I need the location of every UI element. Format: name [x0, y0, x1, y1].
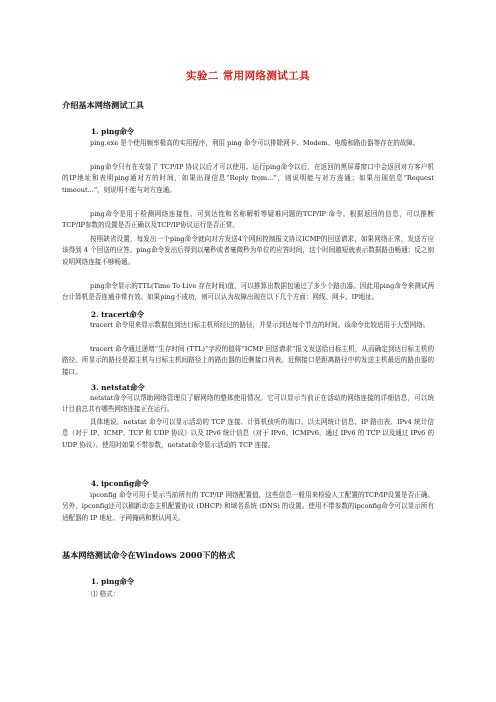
- netstat-heading: 3. netstat命令: [91, 383, 145, 392]
- format-list-item: ⑴ 格式：: [91, 590, 120, 598]
- ping-format-heading: 1. ping命令: [91, 577, 135, 586]
- ping-paragraph-1: ping.exe 是个使用频率极高的实用程序，利用 ping 命令可以排除网卡、Modem、电缆和路由器等存在的故障。: [90, 139, 420, 147]
- netstat-paragraph-1: netstat命令可以帮助网络管理员了解网络的整体使用情况。它可以显示当前正在活动的网络连接的详细信息，可以统计目前总共有哪些网络连接正在运行。: [62, 394, 434, 414]
- tracert-paragraph-2: tracert 命令通过递增“生存时间 (TTL)”字段的值将“ICMP 回送请求”报文发送给目标主机，从而确定到达目标主机的路径。所显示的路径是源主机与目标主机间路径上的路由器的近侧接口列表。近侧接口是距离路径中的发送主机最近的路由器的接口。: [62, 345, 434, 376]
- ping-paragraph-3: ping命令是用于检测网络连接性、可到达性和名称解析等疑难问题的TCP/IP 命令。根据返回的信息，可以推断TCP/IP参数的设置是否正确以及TCP/IP协议运行是否正常。: [62, 210, 434, 230]
- netstat-paragraph-2: 具体地说，netstat 命令可以显示活动的 TCP 连接、计算机侦听的端口、以太网统计信息、IP 路由表、IPv4 统计信息（对于 IP、ICMP、TCP 和 UDP 协议）以及 IPv6 统计信息（对于 IPv6、ICMPv6、通过 IPv6 的 TCP 以及通过 IPv6 的 UDP 协议）。使用时如果不带参数，netstat命令显示活动的 TCP 连接。: [62, 418, 434, 449]
- section-heading-formats: 基本网络测试命令在Windows 2000下的格式: [62, 550, 236, 560]
- document-title: 实验二 常用网络测试工具: [186, 70, 310, 82]
- ping-paragraph-2: ping命令只有在安装了 TCP/IP 协议以后才可以使用。运行ping命令以后，在返回的黑屏幕窗口中会返回对方客户机的IP地址和表明ping通对方的时间，如果出现信息“Reply from...”，则说明能与对方连通；如果出现信息“Request timeout...”，则说明不能与对方连通。: [62, 163, 434, 194]
- section-heading-tools: 介绍基本网络测试工具: [62, 100, 144, 110]
- ping-paragraph-5: ping命令显示的TTL(Time To Live 存在时间)值，可以推算出数据包通过了多少个路由器。因此用ping命令来测试两台计算机是否连通非常有效。如果ping不成功，则可以认为故障出现在以下几个方面：网线、网卡、IP地址。: [62, 282, 434, 302]
- ping-heading: 1. ping命令: [91, 127, 135, 136]
- ipconfig-paragraph-1: ipconfig 命令可用于显示当前所有的 TCP/IP 网络配置值，这些信息一般用来检验人工配置的TCP/IP设置是否正确。另外，ipconfig还可以刷新动态主机配置协议 (DHCP) 和域名系统 (DNS) 的设置。使用不带参数的ipconfig命令可以显示所有适配器的 IP 地址、子网掩码和默认网关。: [62, 491, 434, 522]
- tracert-paragraph-1: tracert 命令用来显示数据包到达目标主机所经过的路径，并显示到达每个节点的时间。该命令比较适用于大型网络。: [90, 321, 430, 329]
- ping-paragraph-4: 按照缺省设置，每发出一个ping命令就向对方发送4个网间控制报文协议ICMP的回送请求，如果网络正常，发送方应该得到 4 个回送的应答。ping命令发出后得到以毫秒或者毫微秒为单位的应答时间，这个时间越短就表示数据路由畅通；反之则说明网络连接不够畅通。: [62, 235, 434, 266]
- ipconfig-heading: 4. ipconfig命令: [91, 479, 149, 488]
- tracert-heading: 2. tracert命令: [91, 310, 144, 319]
